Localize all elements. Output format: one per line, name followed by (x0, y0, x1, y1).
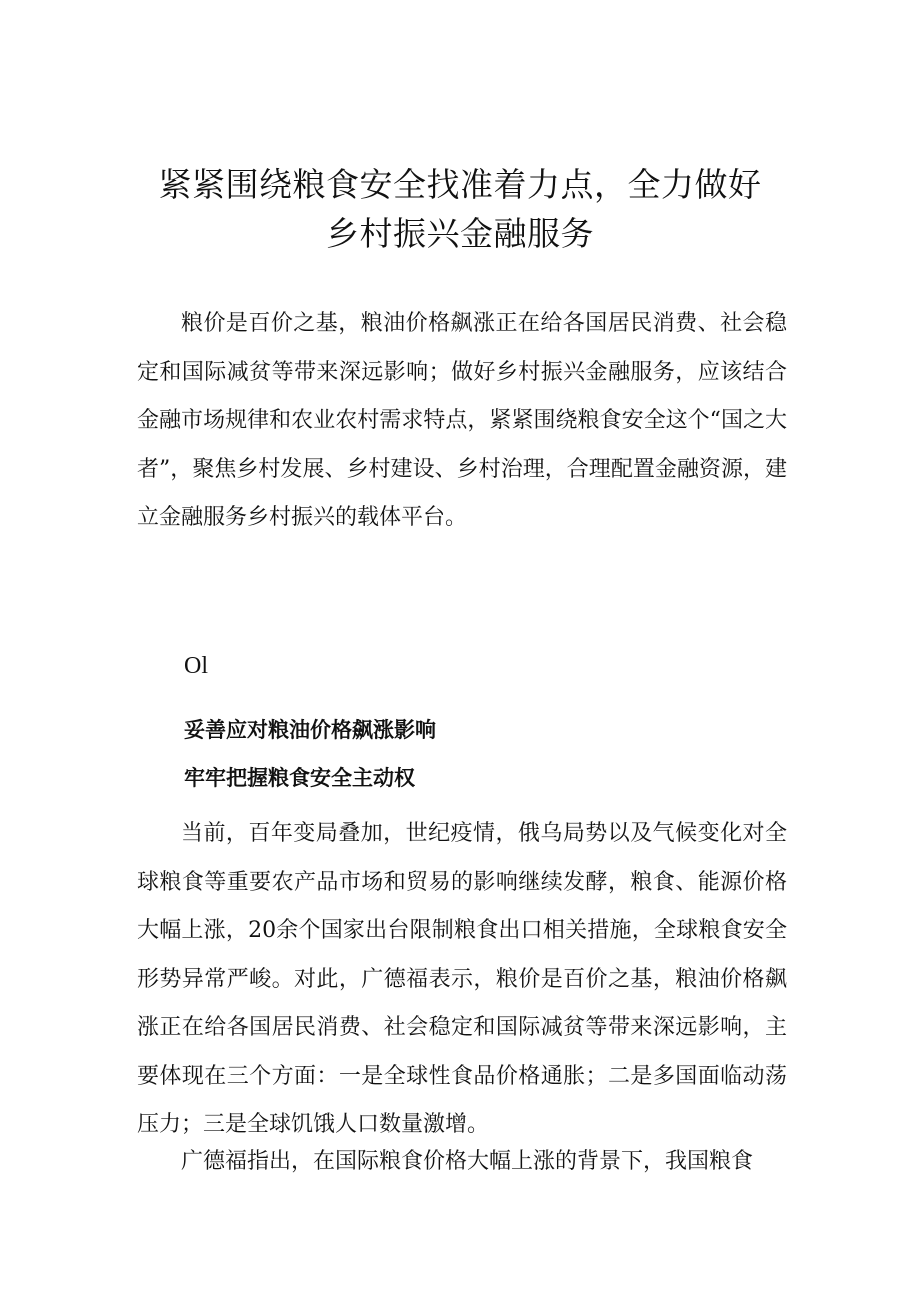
title-line-1: 紧紧围绕粮食安全找准着力点，全力做好 (158, 165, 762, 204)
document-title (120, 160, 800, 258)
body-paragraph-2: 广德福指出，在国际粮食价格大幅上涨的背景下，我国粮食 (181, 1149, 754, 1174)
title-line-2: 乡村振兴金融服务 (326, 214, 594, 253)
section-number: Ol (184, 653, 208, 679)
intro-paragraph: 粮价是百价之基，粮油价格飙涨正在给各国居民消费、社会稳定和国际减贫等带来深远影响；做好乡村振兴金融服务，应该结合金融市场规律和农业农村需求特点，紧紧围绕粮食安全这个“国之大者”，聚焦乡村发展、乡村建设、乡村治理，合理配置金融资源，建立金融服务乡村振兴的载体平台。 (137, 311, 787, 530)
body-paragraph-1: 当前，百年变局叠加，世纪疫情，俄乌局势以及气候变化对全球粮食等重要农产品市场和贸易的影响继续发酵，粮食、能源价格大幅上涨，20余个国家出台限制粮食出口相关措施，全球粮食安全形势异常严峻。对此，广德福表示，粮价是百价之基，粮油价格飙涨正在给各国居民消费、社会稳定和国际减贫等带来深远影响，主要体现在三个方面：一是全球性食品价格通胀；二是多国面临动荡压力；三是全球饥饿人口数量激增。 (137, 821, 787, 1137)
section-heading-2: 牢牢把握粮食安全主动权 (184, 766, 415, 790)
section-heading-1: 妥善应对粮油价格飙涨影响 (184, 718, 436, 742)
